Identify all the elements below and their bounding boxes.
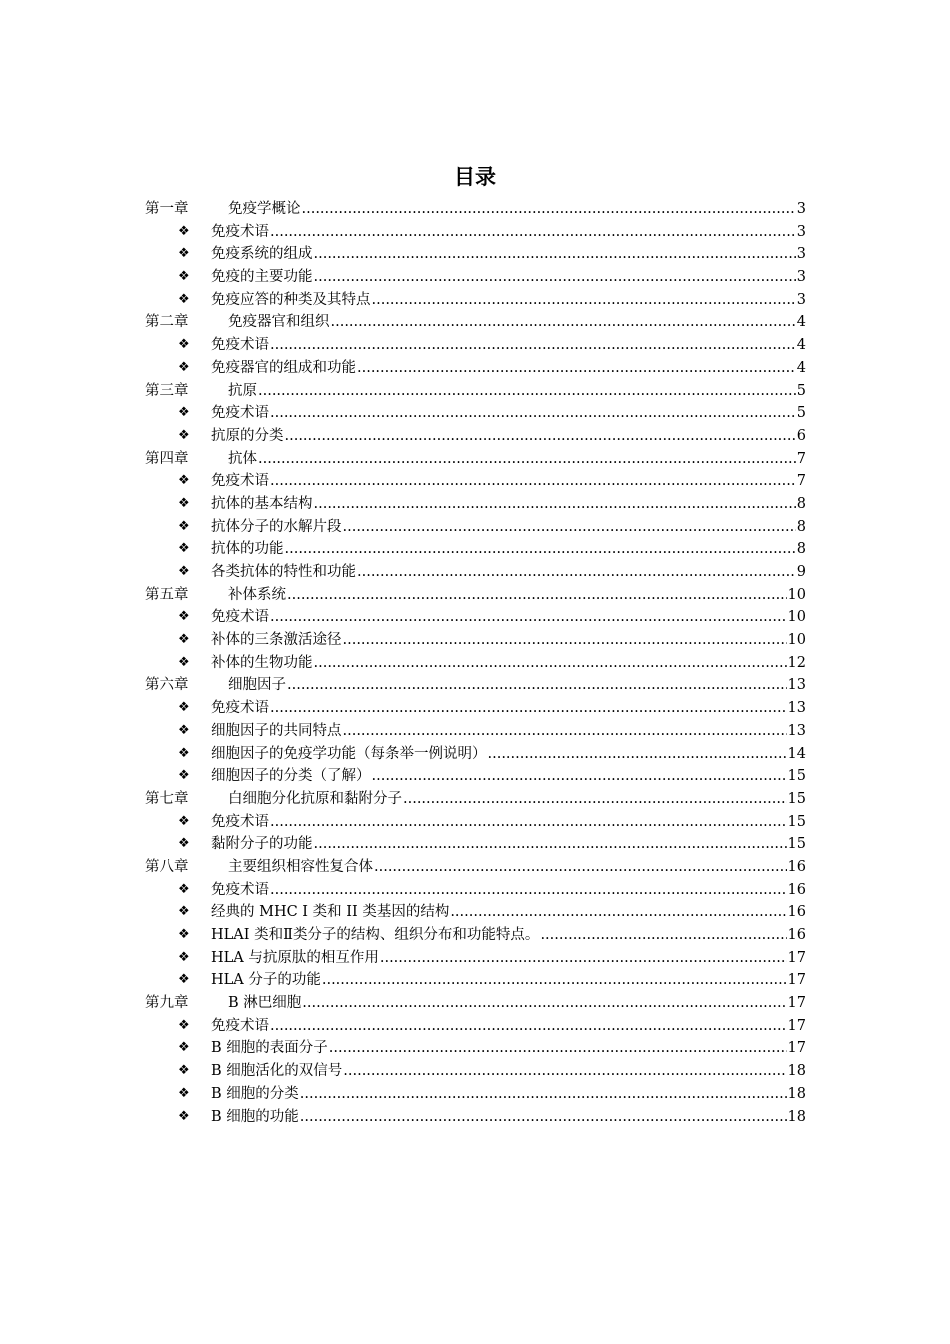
toc-entry[interactable] xyxy=(211,470,806,493)
toc-entry[interactable] xyxy=(211,1060,806,1083)
diamond-bullet-icon: ❖ xyxy=(178,927,190,942)
toc-item-row[interactable] xyxy=(0,402,950,425)
toc-page-number: 17 xyxy=(787,972,806,989)
toc-item-row[interactable] xyxy=(0,266,950,289)
toc-entry[interactable] xyxy=(211,357,806,380)
diamond-bullet-icon: ❖ xyxy=(178,405,190,421)
chapter-number: 第九章 xyxy=(145,995,189,1012)
toc-entry-title: 抗原的分类 xyxy=(211,427,284,444)
toc-item-row[interactable] xyxy=(0,425,950,448)
toc-entry[interactable] xyxy=(228,380,806,403)
dot-leader xyxy=(450,901,786,924)
toc-item-row[interactable] xyxy=(0,924,950,947)
toc-page-number: 3 xyxy=(796,223,806,240)
dot-leader xyxy=(285,425,796,448)
toc-page-number: 17 xyxy=(787,1040,806,1057)
toc-entry[interactable] xyxy=(211,538,806,561)
toc-page-number: 8 xyxy=(796,495,806,512)
dot-leader xyxy=(331,311,796,334)
dot-leader xyxy=(380,947,787,970)
toc-page-number: 17 xyxy=(787,995,806,1012)
toc-page-number: 5 xyxy=(796,382,806,399)
toc-item-row[interactable] xyxy=(0,652,950,675)
toc-entry[interactable] xyxy=(211,1083,806,1106)
toc-entry-title: 补体的生物功能 xyxy=(211,654,313,671)
toc-entry-title: 免疫术语 xyxy=(211,881,269,898)
toc-entry[interactable] xyxy=(211,493,806,516)
toc-page-number: 10 xyxy=(787,586,806,603)
toc-entry-title: 免疫术语 xyxy=(211,223,269,240)
toc-entry-title: HLA 与抗原肽的相互作用 xyxy=(211,949,379,966)
toc-entry[interactable] xyxy=(211,402,806,425)
toc-page-number: 6 xyxy=(796,427,806,444)
diamond-bullet-icon: ❖ xyxy=(178,291,190,307)
diamond-bullet-icon: ❖ xyxy=(178,949,190,965)
dot-leader xyxy=(372,289,796,312)
toc-page-number: 15 xyxy=(787,768,806,785)
diamond-bullet-icon: ❖ xyxy=(178,1085,190,1101)
dot-leader xyxy=(357,357,796,380)
dot-leader xyxy=(270,334,796,357)
toc-item-row[interactable] xyxy=(0,334,950,357)
toc-entry-title: 细胞因子的共同特点 xyxy=(211,722,342,739)
dot-leader xyxy=(343,1060,786,1083)
toc-page-number: 15 xyxy=(787,836,806,853)
dot-leader xyxy=(258,448,796,471)
toc-entry[interactable] xyxy=(211,1106,806,1129)
toc-entry[interactable] xyxy=(211,1037,806,1060)
diamond-bullet-icon: ❖ xyxy=(178,700,190,716)
toc-entry-title: 抗原 xyxy=(228,382,257,399)
dot-leader xyxy=(314,266,796,289)
diamond-bullet-icon: ❖ xyxy=(178,836,190,852)
toc-item-row[interactable] xyxy=(0,697,950,720)
toc-page-number: 16 xyxy=(787,858,806,875)
toc-entry-title: HLAⅠ 类和Ⅱ类分子的结构、组织分布和功能特点。 xyxy=(211,927,540,943)
toc-item-row[interactable] xyxy=(0,516,950,539)
toc-entry[interactable] xyxy=(211,879,806,902)
dot-leader xyxy=(488,743,787,766)
chapter-number: 第二章 xyxy=(145,314,189,331)
dot-leader xyxy=(270,1015,787,1038)
toc-entry-title: 免疫器官和组织 xyxy=(228,314,330,331)
diamond-bullet-icon: ❖ xyxy=(178,722,190,738)
toc-entry[interactable] xyxy=(211,561,806,584)
toc-entry-title: 免疫术语 xyxy=(211,700,269,717)
toc-entry[interactable] xyxy=(228,198,806,221)
diamond-bullet-icon: ❖ xyxy=(178,223,190,239)
toc-entry[interactable] xyxy=(211,743,806,766)
diamond-bullet-icon: ❖ xyxy=(178,768,190,784)
toc-entry[interactable] xyxy=(211,811,806,834)
toc-entry-title: B 细胞的分类 xyxy=(211,1085,299,1102)
toc-page-number: 16 xyxy=(787,927,806,943)
diamond-bullet-icon: ❖ xyxy=(178,427,190,443)
toc-item-row[interactable] xyxy=(0,357,950,380)
toc-entry[interactable] xyxy=(211,697,806,720)
toc-item-row[interactable] xyxy=(0,947,950,970)
dot-leader xyxy=(314,652,787,675)
diamond-bullet-icon: ❖ xyxy=(178,246,190,262)
toc-entry-title: 主要组织相容性复合体 xyxy=(228,858,373,875)
dot-leader xyxy=(343,720,787,743)
diamond-bullet-icon: ❖ xyxy=(178,881,190,897)
dot-leader xyxy=(374,856,787,879)
toc-entry-title: 免疫系统的组成 xyxy=(211,246,313,263)
toc-page-number: 4 xyxy=(796,337,806,354)
toc-entry[interactable] xyxy=(228,788,806,811)
toc-entry[interactable] xyxy=(211,629,806,652)
toc-entry-title: 免疫应答的种类及其特点 xyxy=(211,291,371,308)
dot-leader xyxy=(357,561,796,584)
dot-leader xyxy=(372,765,787,788)
diamond-bullet-icon: ❖ xyxy=(178,745,190,761)
toc-entry-title: 白细胞分化抗原和黏附分子 xyxy=(228,790,402,807)
toc-chapter-row[interactable] xyxy=(0,584,950,607)
dot-leader xyxy=(270,811,787,834)
toc-entry-title: 免疫术语 xyxy=(211,813,269,830)
toc-item-row[interactable] xyxy=(0,1106,950,1129)
toc-entry[interactable] xyxy=(211,289,806,312)
toc-entry[interactable] xyxy=(211,947,806,970)
toc-page-number: 13 xyxy=(787,722,806,739)
dot-leader xyxy=(314,243,796,266)
toc-item-row[interactable] xyxy=(0,969,950,992)
diamond-bullet-icon: ❖ xyxy=(178,269,190,285)
toc-entry[interactable] xyxy=(211,266,806,289)
dot-leader xyxy=(270,402,796,425)
toc-chapter-row[interactable] xyxy=(0,198,950,221)
toc-item-row[interactable] xyxy=(0,289,950,312)
chapter-number: 第六章 xyxy=(145,677,189,694)
toc-chapter-row[interactable] xyxy=(0,380,950,403)
toc-page-number: 18 xyxy=(787,1085,806,1102)
dot-leader xyxy=(270,470,796,493)
toc-page-number: 7 xyxy=(796,473,806,490)
chapter-number: 第七章 xyxy=(145,790,189,807)
toc-page-number: 18 xyxy=(787,1063,806,1080)
toc-page-number: 15 xyxy=(787,790,806,807)
dot-leader xyxy=(270,606,787,629)
dot-leader xyxy=(343,516,796,539)
dot-leader xyxy=(302,198,796,221)
toc-chapter-row[interactable] xyxy=(0,311,950,334)
toc-page-number: 3 xyxy=(796,291,806,308)
toc-item-row[interactable] xyxy=(0,561,950,584)
diamond-bullet-icon: ❖ xyxy=(178,1017,190,1033)
diamond-bullet-icon: ❖ xyxy=(178,564,190,579)
dot-leader xyxy=(270,879,787,902)
toc-entry[interactable] xyxy=(211,516,806,539)
chapter-number: 第五章 xyxy=(145,586,189,603)
toc-item-row[interactable] xyxy=(0,1015,950,1038)
toc-page-number: 16 xyxy=(787,904,806,921)
toc-entry-title: 抗体分子的水解片段 xyxy=(211,518,342,535)
toc-entry[interactable] xyxy=(228,448,806,471)
diamond-bullet-icon: ❖ xyxy=(178,473,190,489)
toc-entry-title: 免疫术语 xyxy=(211,609,269,626)
toc-page-number: 9 xyxy=(796,564,806,580)
diamond-bullet-icon: ❖ xyxy=(178,541,190,557)
toc-page-number: 17 xyxy=(787,1017,806,1034)
toc-entry-title: 抗体 xyxy=(228,450,257,467)
toc-entry[interactable] xyxy=(211,833,806,856)
dot-leader xyxy=(287,584,787,607)
toc-entry-title: HLA 分子的功能 xyxy=(211,972,321,989)
toc-item-row[interactable] xyxy=(0,1037,950,1060)
chapter-number: 第一章 xyxy=(145,201,189,217)
toc-entry[interactable] xyxy=(228,311,806,334)
toc-chapter-row[interactable] xyxy=(0,788,950,811)
dot-leader xyxy=(314,833,787,856)
diamond-bullet-icon: ❖ xyxy=(178,1108,190,1124)
toc-page-number: 3 xyxy=(796,201,806,217)
toc-entry-title: 免疫器官的组成和功能 xyxy=(211,359,356,376)
diamond-bullet-icon: ❖ xyxy=(178,359,190,375)
toc-item-row[interactable] xyxy=(0,1060,950,1083)
diamond-bullet-icon: ❖ xyxy=(178,518,190,534)
toc-item-row[interactable] xyxy=(0,743,950,766)
dot-leader xyxy=(285,538,796,561)
toc-entry[interactable] xyxy=(211,924,806,947)
toc-item-row[interactable] xyxy=(0,879,950,902)
toc-item-row[interactable] xyxy=(0,629,950,652)
toc-entry[interactable] xyxy=(211,334,806,357)
toc-page-number: 17 xyxy=(787,949,806,966)
toc-entry-title: B 细胞的表面分子 xyxy=(211,1040,328,1057)
dot-leader xyxy=(258,380,796,403)
toc-entry-title: 细胞因子 xyxy=(228,677,286,694)
toc-item-row[interactable] xyxy=(0,493,950,516)
toc-page-number: 13 xyxy=(787,677,806,694)
toc-entry-title: B 淋巴细胞 xyxy=(228,995,302,1012)
toc-entry-title: 细胞因子的免疫学功能（每条举一例说明） xyxy=(211,745,487,762)
toc-page-number: 7 xyxy=(796,450,806,467)
toc-entry[interactable] xyxy=(211,901,806,924)
dot-leader xyxy=(314,493,796,516)
toc-entry-title: 补体的三条激活途径 xyxy=(211,632,342,649)
toc-entry[interactable] xyxy=(228,674,806,697)
toc-item-row[interactable] xyxy=(0,901,950,924)
toc-entry-title: 免疫学概论 xyxy=(228,201,301,217)
chapter-number: 第八章 xyxy=(145,858,189,875)
toc-page-number: 12 xyxy=(787,654,806,671)
diamond-bullet-icon: ❖ xyxy=(178,495,190,511)
toc-item-row[interactable] xyxy=(0,720,950,743)
toc-page-number: 18 xyxy=(787,1108,806,1125)
toc-entry-title: 抗体的功能 xyxy=(211,541,284,558)
toc-entry[interactable] xyxy=(211,243,806,266)
diamond-bullet-icon: ❖ xyxy=(178,972,190,988)
diamond-bullet-icon: ❖ xyxy=(178,1063,190,1079)
toc-item-row[interactable] xyxy=(0,811,950,834)
toc-page-number: 4 xyxy=(796,359,806,376)
table-of-contents xyxy=(0,198,950,1128)
diamond-bullet-icon: ❖ xyxy=(178,904,190,920)
toc-page-number: 4 xyxy=(796,314,806,331)
toc-entry-title: 免疫术语 xyxy=(211,405,269,422)
toc-entry[interactable] xyxy=(211,969,806,992)
toc-entry-title: 抗体的基本结构 xyxy=(211,495,313,512)
chapter-number: 第四章 xyxy=(145,450,189,467)
toc-item-row[interactable] xyxy=(0,470,950,493)
toc-entry[interactable] xyxy=(211,765,806,788)
toc-entry[interactable] xyxy=(228,992,806,1015)
toc-entry-title: 免疫术语 xyxy=(211,337,269,354)
toc-page-number: 3 xyxy=(796,246,806,263)
toc-entry[interactable] xyxy=(211,720,806,743)
toc-item-row[interactable] xyxy=(0,1083,950,1106)
toc-entry-title: 各类抗体的特性和功能 xyxy=(211,564,356,580)
diamond-bullet-icon: ❖ xyxy=(178,337,190,353)
dot-leader xyxy=(329,1037,787,1060)
toc-entry-title: 细胞因子的分类（了解） xyxy=(211,768,371,785)
toc-entry-title: 经典的 MHC I 类和 II 类基因的结构 xyxy=(211,904,450,921)
toc-entry[interactable] xyxy=(228,584,806,607)
dot-leader xyxy=(270,697,787,720)
toc-item-row[interactable] xyxy=(0,833,950,856)
toc-page-number: 10 xyxy=(787,609,806,626)
toc-entry[interactable] xyxy=(211,425,806,448)
toc-entry-title: B 细胞的功能 xyxy=(211,1108,299,1125)
toc-page-number: 8 xyxy=(796,518,806,535)
dot-leader xyxy=(540,924,786,947)
dot-leader xyxy=(302,992,786,1015)
toc-entry[interactable] xyxy=(211,606,806,629)
toc-entry-title: 黏附分子的功能 xyxy=(211,836,313,853)
toc-chapter-row[interactable] xyxy=(0,992,950,1015)
dot-leader xyxy=(287,674,787,697)
toc-item-row[interactable] xyxy=(0,765,950,788)
diamond-bullet-icon: ❖ xyxy=(178,1040,190,1056)
diamond-bullet-icon: ❖ xyxy=(178,632,190,648)
diamond-bullet-icon: ❖ xyxy=(178,654,190,670)
page-title: 目录 xyxy=(454,165,496,189)
toc-entry-title: 免疫术语 xyxy=(211,1017,269,1034)
toc-page-number: 14 xyxy=(787,745,806,762)
toc-entry-title: 免疫术语 xyxy=(211,473,269,490)
toc-page-number: 15 xyxy=(787,813,806,830)
dot-leader xyxy=(403,788,787,811)
dot-leader xyxy=(343,629,787,652)
chapter-number: 第三章 xyxy=(145,382,189,399)
toc-chapter-row[interactable] xyxy=(0,856,950,879)
toc-page-number: 8 xyxy=(796,541,806,558)
toc-entry[interactable] xyxy=(211,652,806,675)
dot-leader xyxy=(270,221,796,244)
toc-entry[interactable] xyxy=(211,221,806,244)
toc-entry-title: 免疫的主要功能 xyxy=(211,269,313,286)
dot-leader xyxy=(300,1106,787,1129)
toc-page-number: 5 xyxy=(796,405,806,422)
toc-entry[interactable] xyxy=(228,856,806,879)
toc-chapter-row[interactable] xyxy=(0,674,950,697)
toc-item-row[interactable] xyxy=(0,606,950,629)
toc-item-row[interactable] xyxy=(0,221,950,244)
toc-page-number: 10 xyxy=(787,632,806,649)
toc-entry-title: 补体系统 xyxy=(228,586,286,603)
dot-leader xyxy=(322,969,787,992)
toc-page-number: 16 xyxy=(787,881,806,898)
toc-item-row[interactable] xyxy=(0,538,950,561)
diamond-bullet-icon: ❖ xyxy=(178,609,190,625)
toc-entry[interactable] xyxy=(211,1015,806,1038)
toc-page-number: 13 xyxy=(787,700,806,717)
diamond-bullet-icon: ❖ xyxy=(178,813,190,829)
toc-chapter-row[interactable] xyxy=(0,448,950,471)
toc-entry-title: B 细胞活化的双信号 xyxy=(211,1063,343,1080)
toc-page-number: 3 xyxy=(796,269,806,286)
dot-leader xyxy=(300,1083,787,1106)
toc-item-row[interactable] xyxy=(0,243,950,266)
